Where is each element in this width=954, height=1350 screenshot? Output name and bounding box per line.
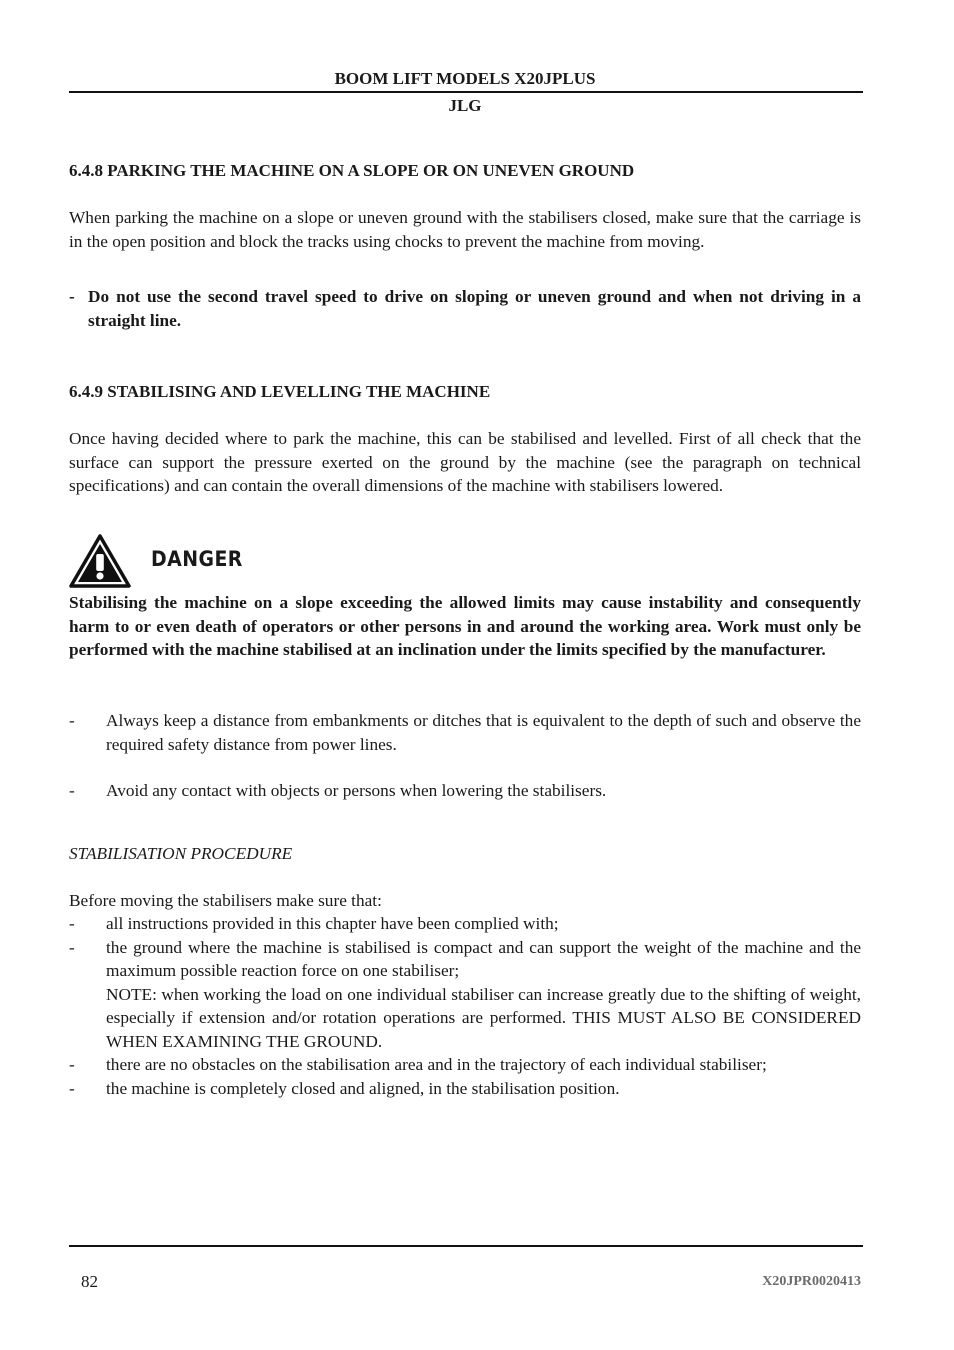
- safety-bullet-1: [69, 709, 861, 756]
- bullet-dash: -: [69, 287, 75, 306]
- warning-triangle-icon: [69, 534, 131, 588]
- procedure-intro: Before moving the stabilisers make sure that:: [69, 891, 382, 910]
- bullet-text: Always keep a distance from embankments or ditches that is equivalent to the depth of such and observe the required safety distance from power lines.: [106, 711, 861, 754]
- section-6-4-9-paragraph: Once having decided where to park the machine, this can be stabilised and levelled. First of all check that the surface can support the pressure exerted on the ground by the machine (see the paragraph on technical specifications) and can contain the overall dimensions of the machine with stabilisers lowered.: [69, 429, 861, 495]
- bullet-dash: -: [69, 1078, 75, 1098]
- list-item: [69, 1053, 861, 1077]
- bullet-text: all instructions provided in this chapter have been complied with;: [106, 914, 559, 933]
- page-number: 82: [81, 1272, 98, 1291]
- bullet-text: Avoid any contact with objects or persons when lowering the stabilisers.: [106, 781, 607, 800]
- procedure-note: NOTE: when working the load on one individual stabiliser can increase greatly due to the shifting of weight, especially if extension and/or rotation operations are performed. THIS MUST ALSO BE CONSIDERED WHEN EXAMINING THE GROUND.: [106, 984, 861, 1051]
- procedure-list: [69, 912, 861, 1100]
- header-rule: [69, 91, 863, 93]
- document-code: X20JPR0020413: [762, 1274, 861, 1289]
- danger-label: DANGER: [151, 547, 243, 571]
- header-title: BOOM LIFT MODELS X20JPLUS: [334, 69, 596, 88]
- bullet-dash: -: [69, 937, 75, 957]
- list-item: [69, 912, 861, 936]
- bullet-dash: -: [69, 1055, 75, 1074]
- bullet-dash: -: [69, 914, 75, 933]
- list-item: [69, 936, 861, 1054]
- bullet-text: there are no obstacles on the stabilisation area and in the trajectory of each individual stabiliser;: [106, 1055, 767, 1074]
- danger-text: Stabilising the machine on a slope exceeding the allowed limits may cause instability and consequently harm to or even death of operators or other persons in and around the working area. Work must only be performed with the machine stabilised at an inclination under the limits specified by the manufacturer.: [69, 593, 861, 659]
- section-6-4-8-bold-bullet: [69, 285, 861, 332]
- bullet-text: the ground where the machine is stabilised is compact and can support the weight of the machine and the maximum possible reaction force on one stabiliser;: [106, 937, 861, 980]
- list-item-content: [106, 936, 861, 1054]
- section-6-4-8-paragraph: When parking the machine on a slope or uneven ground with the stabilisers closed, make sure that the carriage is in the open position and block the tracks using chocks to prevent the machine from moving.: [69, 208, 861, 251]
- bullet-text: Do not use the second travel speed to drive on sloping or uneven ground and when not driving in a straight line.: [88, 287, 861, 330]
- bullet-text: the machine is completely closed and aligned, in the stabilisation position.: [106, 1078, 620, 1098]
- section-6-4-9-heading: 6.4.9 STABILISING AND LEVELLING THE MACHINE: [69, 382, 491, 401]
- bullet-dash: -: [69, 711, 75, 730]
- procedure-title: STABILISATION PROCEDURE: [69, 844, 293, 863]
- list-item: [69, 1077, 861, 1101]
- bullet-dash: -: [69, 781, 75, 800]
- footer-rule: [69, 1245, 863, 1247]
- safety-bullet-2: [69, 779, 861, 803]
- header-subtitle: JLG: [448, 96, 482, 115]
- section-6-4-8-heading: 6.4.8 PARKING THE MACHINE ON A SLOPE OR ON UNEVEN GROUND: [69, 161, 635, 180]
